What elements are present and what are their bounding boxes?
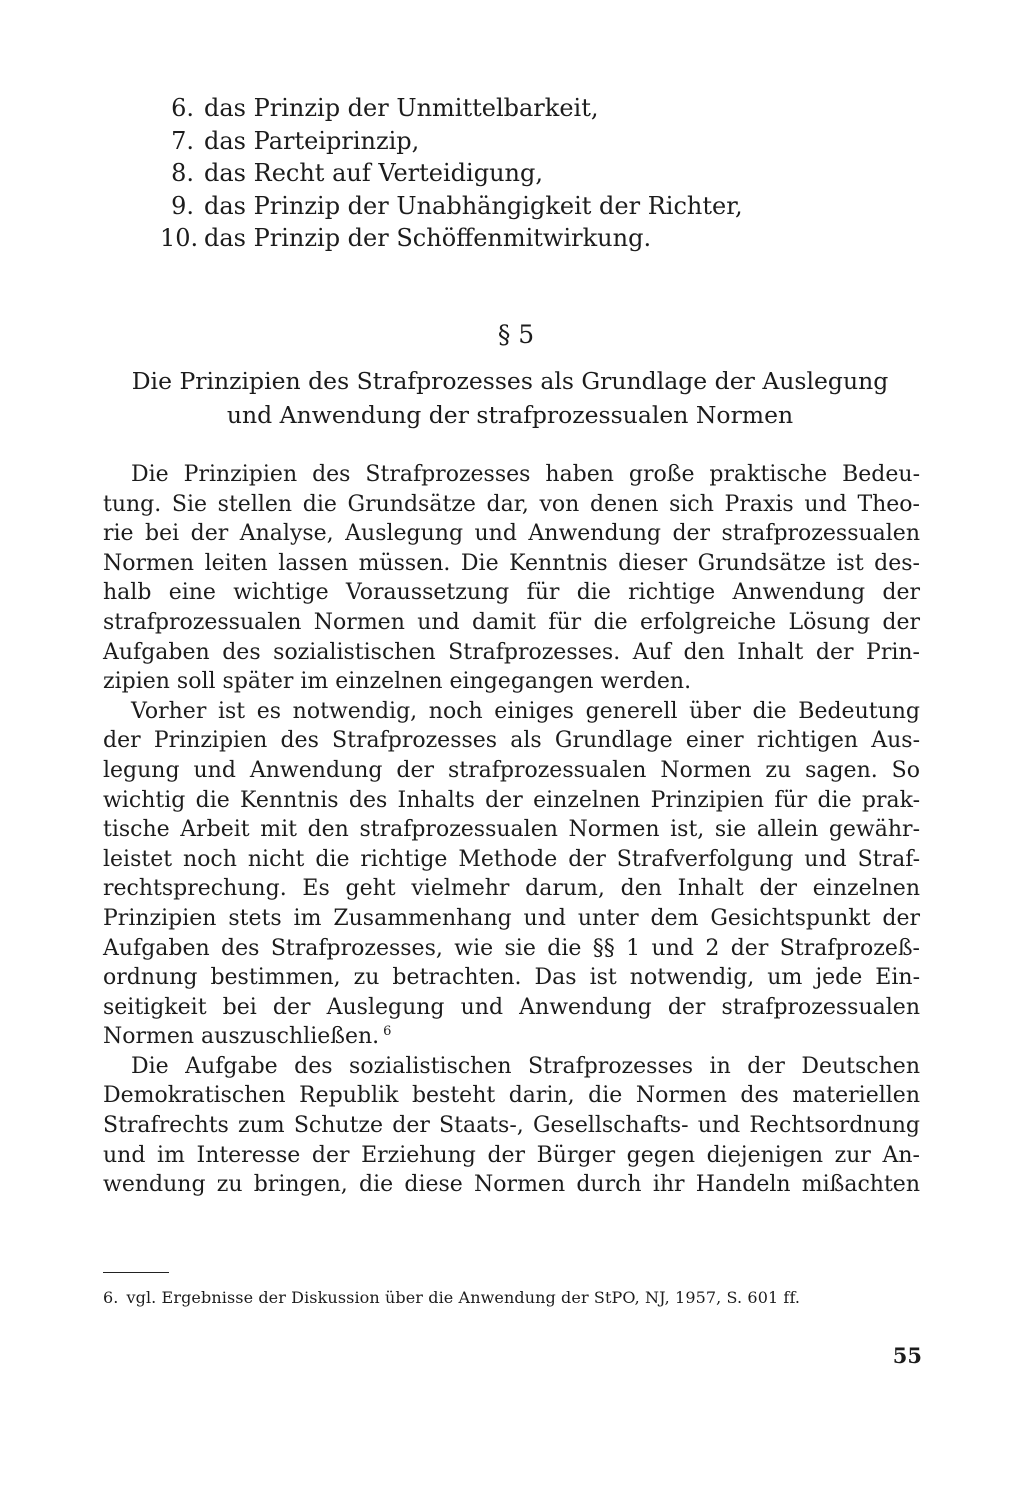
list-item bbox=[160, 125, 780, 158]
text-line: leistet noch nicht die richtige Methode der Strafverfolgung und Straf- bbox=[103, 846, 920, 872]
text-line: Demokratischen Republik besteht darin, die Normen des materiellen bbox=[103, 1083, 920, 1109]
list-item-number: 6. bbox=[171, 94, 194, 122]
list-item-number: 10. bbox=[160, 224, 199, 252]
text-line: rechtsprechung. Es geht vielmehr darum, den Inhalt der einzelnen bbox=[103, 876, 920, 902]
paragraph-3 bbox=[103, 1052, 920, 1200]
paragraph-1 bbox=[103, 460, 920, 697]
text-line: tung. Sie stellen die Grundsätze dar, von denen sich Praxis und Theo- bbox=[103, 491, 920, 517]
text-line: wendung zu bringen, die diese Normen durch ihr Handeln mißachten bbox=[103, 1172, 920, 1198]
text-line: ordnung bestimmen, zu betrachten. Das ist notwendig, um jede Ein- bbox=[103, 965, 920, 991]
text-line: Die Aufgabe des sozialistischen Strafprozesses in der Deutschen bbox=[131, 1053, 920, 1079]
text-line: legung und Anwendung der strafprozessualen Normen zu sagen. So bbox=[103, 757, 920, 783]
text-line: Normen auszuschließen. bbox=[103, 1024, 380, 1050]
footnote-divider bbox=[103, 1272, 169, 1273]
paragraph-2 bbox=[103, 697, 920, 1052]
text-line: wichtig die Kenntnis des Inhalts der einzelnen Prinzipien für die prak- bbox=[103, 787, 920, 813]
section-title-line: und Anwendung der strafprozessualen Normen bbox=[226, 401, 794, 429]
section-mark: § 5 bbox=[497, 320, 535, 349]
text-line-with-footnote bbox=[103, 1022, 920, 1052]
footnote-text: vgl. Ergebnisse der Diskussion über die Anwendung der StPO, NJ, 1957, S. 601 ff. bbox=[126, 1288, 801, 1307]
text-line: Normen leiten lassen müssen. Die Kenntnis dieser Grundsätze ist des- bbox=[103, 550, 920, 576]
list-item-text: das Prinzip der Schöffenmitwirkung. bbox=[204, 224, 652, 252]
text-line: der Prinzipien des Strafprozesses als Grundlage einer richtigen Aus- bbox=[103, 728, 920, 754]
body-text bbox=[103, 460, 920, 1200]
list-item-number: 9. bbox=[171, 191, 194, 220]
list-item bbox=[160, 190, 780, 223]
text-line: strafprozessualen Normen und damit für die erfolgreiche Lösung der bbox=[103, 609, 920, 635]
section-title-line: Die Prinzipien des Strafprozesses als Grundlage der Auslegung bbox=[131, 367, 889, 395]
text-line: Strafrechts zum Schutze der Staats-, Gesellschafts- und Rechtsordnung bbox=[103, 1113, 920, 1139]
list-item bbox=[160, 157, 780, 190]
text-line: halb eine wichtige Voraussetzung für die richtige Anwendung der bbox=[103, 580, 920, 606]
text-line: Vorher ist es notwendig, noch einiges generell über die Bedeutung bbox=[131, 698, 920, 724]
text-line: Aufgaben des Strafprozesses, wie sie die §§ 1 und 2 der Strafprozeß- bbox=[103, 935, 920, 961]
text-line: Prinzipien stets im Zusammenhang und unter dem Gesichtspunkt der bbox=[103, 905, 920, 931]
footnote-number: 6. bbox=[103, 1288, 119, 1307]
text-line: Aufgaben des sozialistischen Strafprozesses. Auf den Inhalt der Prin- bbox=[103, 639, 920, 665]
text-line: rie bei der Analyse, Auslegung und Anwendung der strafprozessualen bbox=[103, 521, 920, 547]
text-line: und im Interesse der Erziehung der Bürger gegen diejenigen zur An- bbox=[103, 1142, 920, 1168]
text-line: Die Prinzipien des Strafprozesses haben große praktische Bedeu- bbox=[131, 462, 920, 487]
list-item-number: 7. bbox=[171, 126, 194, 155]
list-item-number: 8. bbox=[171, 159, 194, 187]
page-number: 55 bbox=[892, 1343, 922, 1368]
list-item-text: das Prinzip der Unmittelbarkeit, bbox=[204, 94, 599, 122]
list-item bbox=[160, 92, 780, 125]
text-line: tische Arbeit mit den strafprozessualen Normen ist, sie allein gewähr- bbox=[103, 817, 920, 843]
list-item-text: das Prinzip der Unabhängigkeit der Richter, bbox=[204, 191, 743, 220]
footnote bbox=[103, 1286, 920, 1310]
principles-list bbox=[160, 92, 780, 255]
list-item bbox=[160, 222, 780, 255]
footnote-reference: 6 bbox=[383, 1024, 392, 1040]
section-title bbox=[100, 364, 920, 432]
text-line: zipien soll später im einzelnen eingegangen werden. bbox=[103, 669, 692, 695]
list-item-text: das Parteiprinzip, bbox=[204, 126, 420, 155]
list-item-text: das Recht auf Verteidigung, bbox=[204, 159, 543, 187]
text-line: seitigkeit bei der Auslegung und Anwendung der strafprozessualen bbox=[103, 994, 920, 1020]
